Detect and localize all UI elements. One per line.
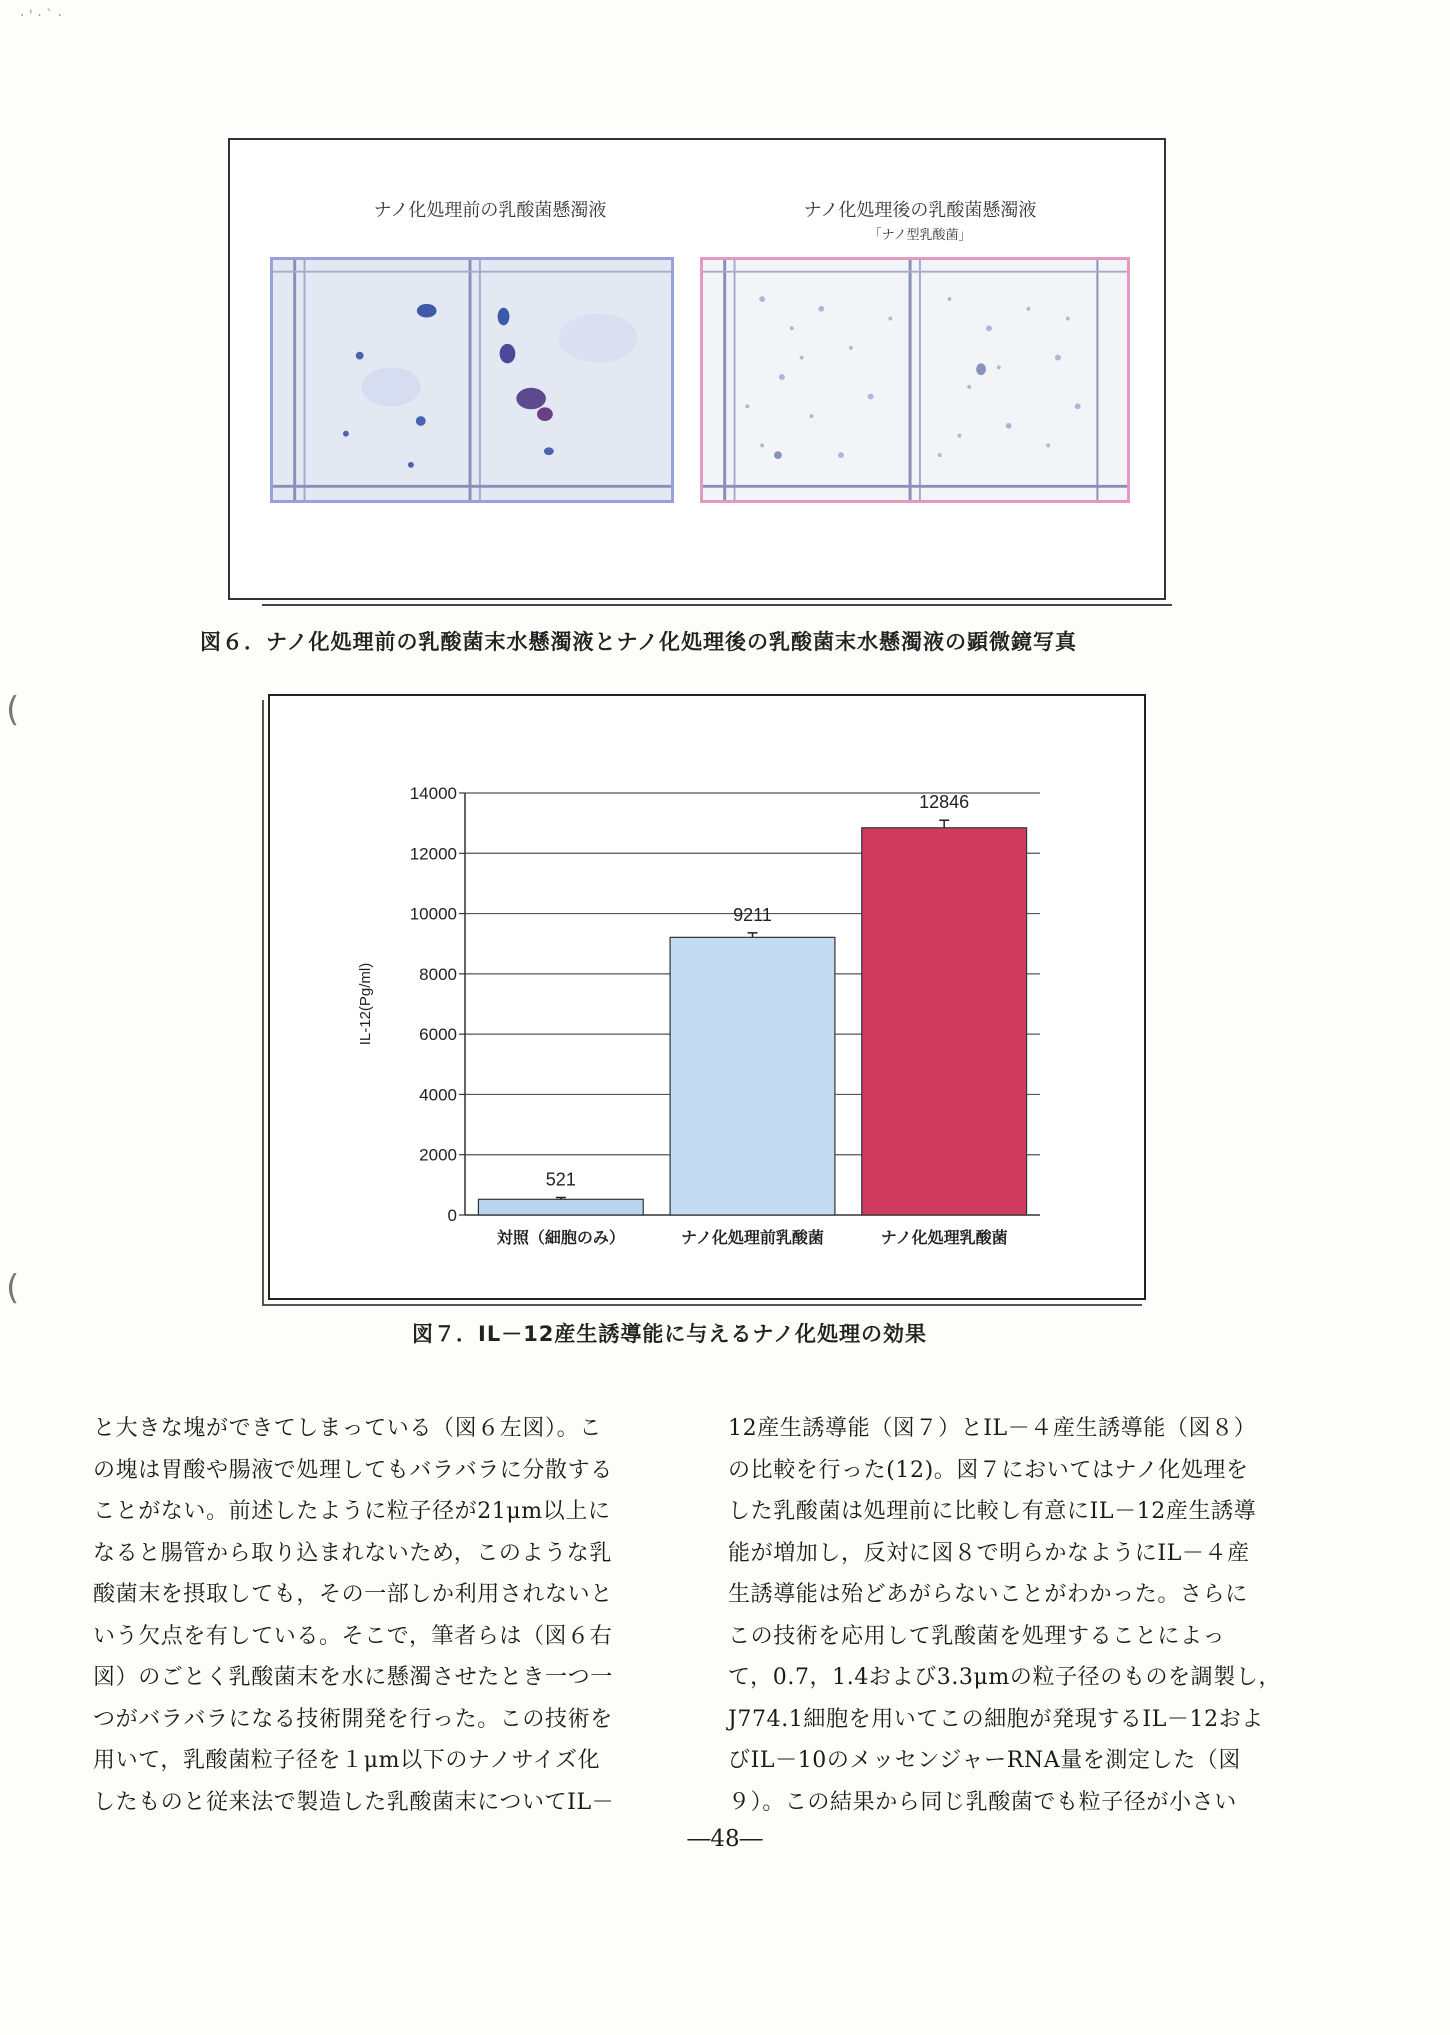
x-category-label: ナノ化処理乳酸菌 [880,1228,1008,1247]
figure6-underline [262,604,1172,606]
figure6-right-title: ナノ化処理後の乳酸菌懸濁液 [803,200,1037,221]
y-tick-label: 2000 [419,1145,457,1165]
right-line: 能が増加し，反対に図８で明らかなようにIL－４産 [728,1540,1250,1566]
bar-1 [478,1199,643,1215]
y-axis-label: IL-12(Pg/ml) [357,962,374,1046]
left-line: 酸菌末を摂取しても，その一部しか利用されないと [93,1582,613,1607]
y-tick-label: 0 [447,1206,457,1225]
left-line: の塊は胃酸や腸液で処理してもバラバラに分散する [93,1457,613,1483]
y-tick-label: 14000 [409,784,457,803]
right-line: この技術を応用して乳酸菌を処理することによっ [728,1623,1226,1649]
bar-2 [670,937,835,1215]
y-tick-label: 12000 [409,844,457,864]
right-line: て，0.7，1.4および3.3μmの粒子径のものを調製し， [728,1665,1282,1690]
x-category-label: 対照（細胞のみ） [496,1228,625,1247]
margin-paren-1: ( [6,690,20,730]
right-line: した乳酸菌は処理前に比較し有意にIL－12産生誘導 [728,1499,1257,1524]
right-line: J774.1細胞を用いてこの細胞が発現するIL－12およ [728,1706,1264,1732]
left-line: つがバラバラになる技術開発を行った。この技術を [93,1706,613,1732]
micrograph-after [700,257,1130,503]
data-label: 12846 [919,792,970,813]
micrograph-before [270,257,674,503]
figure7-shadow-left [262,700,264,1306]
right-line: ９）。この結果から同じ乳酸菌でも粒子径が小さい [728,1789,1237,1815]
figure7-shadow-bottom [262,1304,1142,1306]
figure6-left-title: ナノ化処理前の乳酸菌懸濁液 [373,200,607,221]
x-category-label: ナノ化処理前乳酸菌 [681,1228,824,1247]
left-line: 図）のごとく乳酸菌末を水に懸濁させたとき一つ一 [93,1665,613,1690]
bar-3 [862,828,1027,1215]
body-right-column [728,1408,1338,1823]
right-line: の比較を行った(12)。図７においてはナノ化処理を [728,1457,1249,1483]
left-line: なると腸管から取り込まれないため，このような乳 [93,1540,612,1566]
left-line: いう欠点を有している。そこで，筆者らは（図６右 [93,1623,613,1649]
right-line: 12産生誘導能（図７）とIL－４産生誘導能（図８） [728,1416,1257,1441]
figure6-right-subtitle: 「ナノ型乳酸菌」 [868,228,972,243]
data-label: 9211 [733,904,772,925]
left-line: ことがない。前述したように粒子径が21μm以上に [93,1499,611,1524]
il12-bar-chart [340,760,1080,1260]
page-number: ―48― [687,1826,763,1852]
figure6-caption: 図６．ナノ化処理前の乳酸菌末水懸濁液とナノ化処理後の乳酸菌末水懸濁液の顕微鏡写真 [200,630,1078,654]
right-line: 生誘導能は殆どあがらないことがわかった。さらに [728,1582,1248,1607]
y-tick-label: 8000 [419,964,457,984]
y-tick-label: 6000 [419,1025,457,1045]
left-line: と大きな塊ができてしまっている（図６左図）。こ [93,1416,602,1441]
figure7-caption: 図７．IL－12産生誘導能に与えるナノ化処理の効果 [412,1322,927,1346]
y-tick-label: 10000 [409,904,457,924]
right-line: びIL－10のメッセンジャーRNA量を測定した（図 [728,1748,1242,1773]
body-left-column [93,1408,683,1823]
y-tick-label: 4000 [419,1085,457,1105]
left-line: したものと従来法で製造した乳酸菌末についてIL－ [93,1789,615,1815]
margin-paren-2: ( [6,1268,20,1308]
scan-corner-marks: · ' · ˋ · [20,8,62,24]
left-line: 用いて，乳酸菌粒子径を１μm以下のナノサイズ化 [93,1748,601,1773]
data-label: 521 [545,1169,576,1190]
